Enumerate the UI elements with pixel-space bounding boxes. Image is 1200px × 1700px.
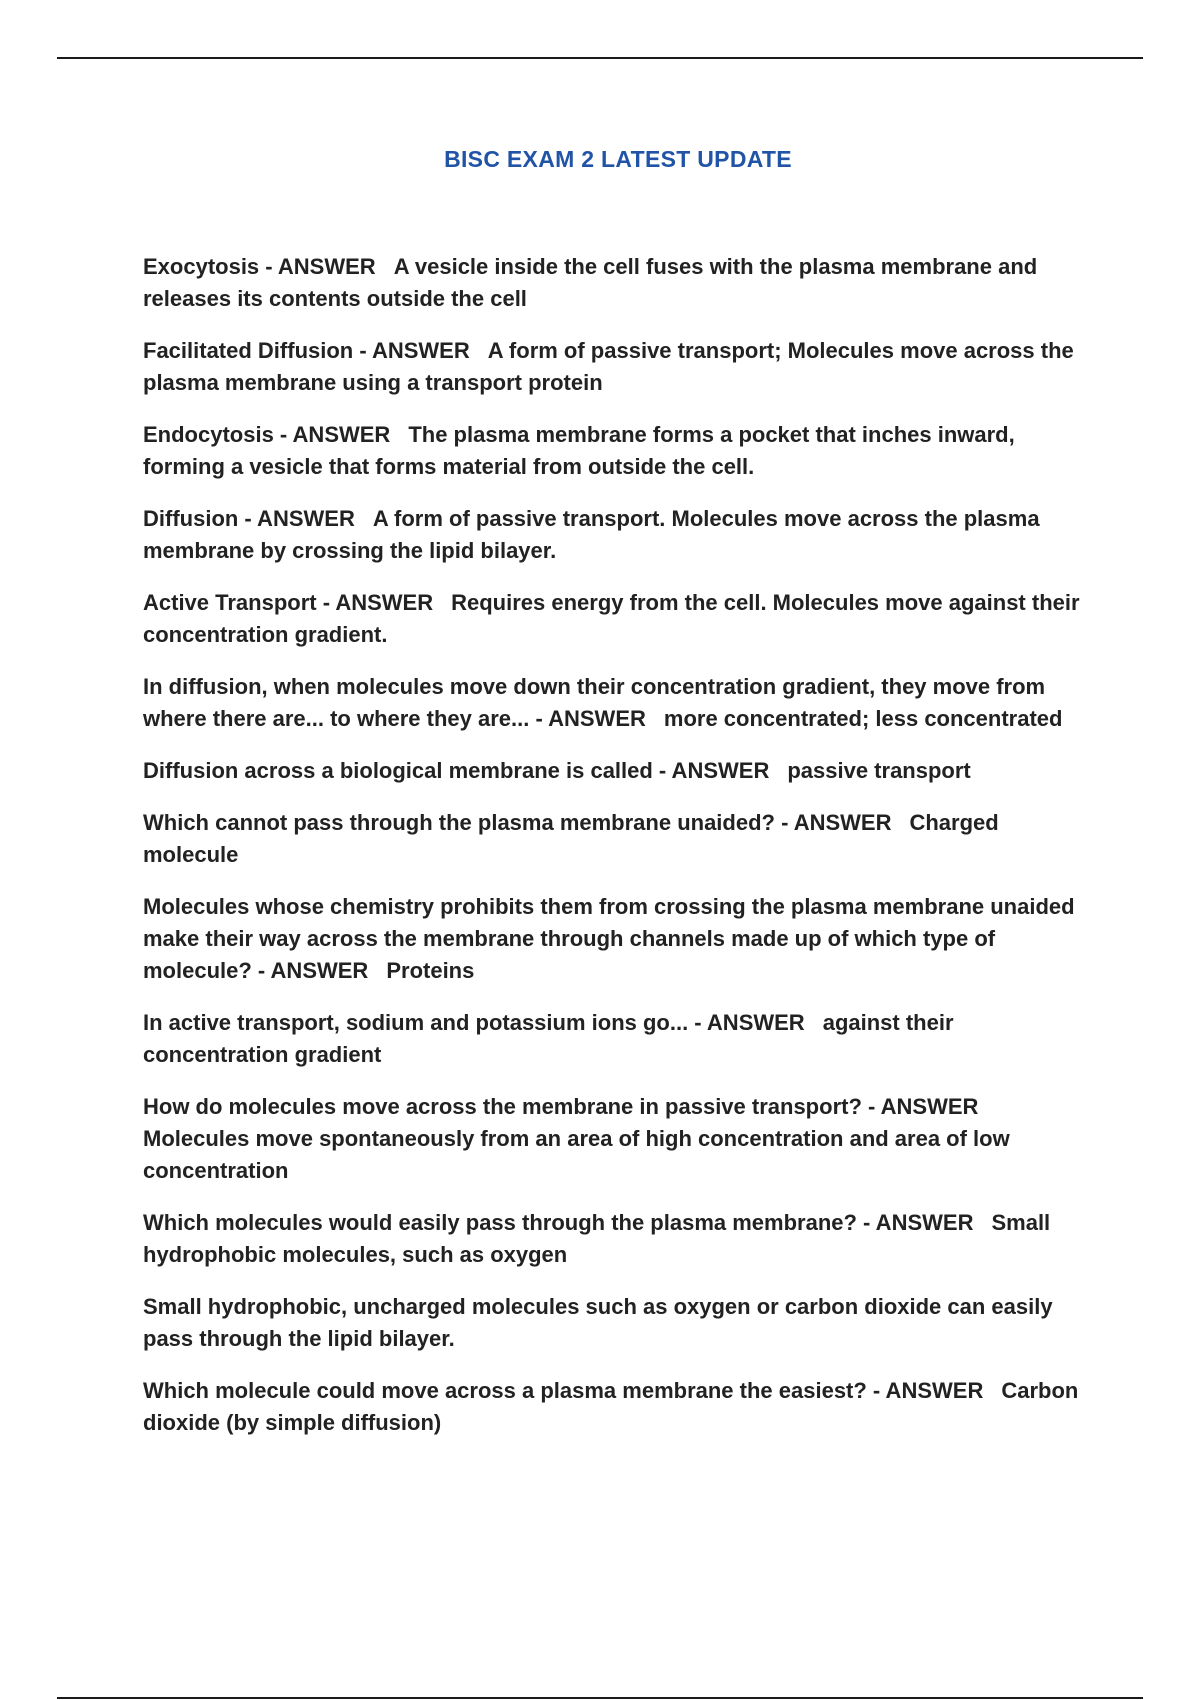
qa-item <box>143 671 1093 735</box>
answer-text: Charged molecule <box>143 810 999 867</box>
question-text: Which molecule could move across a plasma membrane the easiest? - ANSWER <box>143 1378 984 1403</box>
answer-text: Requires energy from the cell. Molecules move against their concentration gradient. <box>143 590 1080 647</box>
answer-text: A form of passive transport; Molecules move across the plasma membrane using a transport protein <box>143 338 1074 395</box>
top-rule <box>57 57 1143 59</box>
qa-list <box>143 251 1093 1459</box>
answer-text: against their concentration gradient <box>143 1010 954 1067</box>
qa-item <box>143 1091 1093 1187</box>
question-text: Diffusion across a biological membrane is called - ANSWER <box>143 758 770 783</box>
answer-text: passive transport <box>787 758 971 783</box>
question-text: Diffusion - ANSWER <box>143 506 355 531</box>
bottom-rule <box>57 1697 1143 1699</box>
qa-item <box>143 891 1093 987</box>
answer-text: A form of passive transport. Molecules move across the plasma membrane by crossing the lipid bilayer. <box>143 506 1040 563</box>
question-text: How do molecules move across the membrane in passive transport? - ANSWER <box>143 1094 979 1119</box>
question-text: Facilitated Diffusion - ANSWER <box>143 338 470 363</box>
question-text: Endocytosis - ANSWER <box>143 422 391 447</box>
qa-item <box>143 1291 1093 1355</box>
answer-text: Molecules move spontaneously from an area of high concentration and area of low concentration <box>143 1126 1010 1183</box>
qa-item <box>143 419 1093 483</box>
answer-text: Small hydrophobic molecules, such as oxygen <box>143 1210 1051 1267</box>
answer-text: The plasma membrane forms a pocket that inches inward, forming a vesicle that forms material from outside the cell. <box>143 422 1015 479</box>
qa-item <box>143 1007 1093 1071</box>
document-title: BISC EXAM 2 LATEST UPDATE <box>444 146 792 172</box>
question-text: Which cannot pass through the plasma membrane unaided? - ANSWER <box>143 810 892 835</box>
qa-item <box>143 1375 1093 1439</box>
qa-item <box>143 251 1093 315</box>
answer-text: Carbon dioxide (by simple diffusion) <box>143 1378 1079 1435</box>
question-text: Which molecules would easily pass through the plasma membrane? - ANSWER <box>143 1210 974 1235</box>
question-text: Exocytosis - ANSWER <box>143 254 376 279</box>
question-text: In active transport, sodium and potassium ions go... - ANSWER <box>143 1010 805 1035</box>
qa-item <box>143 1207 1093 1271</box>
qa-item <box>143 503 1093 567</box>
qa-item <box>143 335 1093 399</box>
question-text: In diffusion, when molecules move down their concentration gradient, they move from where there are... to where they are... - ANSWER <box>143 674 1046 731</box>
qa-item <box>143 755 1093 787</box>
answer-text: Proteins <box>386 958 475 983</box>
qa-item <box>143 807 1093 871</box>
answer-text: more concentrated; less concentrated <box>663 706 1063 731</box>
question-text: Small hydrophobic, uncharged molecules such as oxygen or carbon dioxide can easily pass through the lipid bilayer. <box>143 1294 1053 1351</box>
answer-text: A vesicle inside the cell fuses with the plasma membrane and releases its contents outside the cell <box>143 254 1038 311</box>
qa-item <box>143 587 1093 651</box>
question-text: Molecules whose chemistry prohibits them from crossing the plasma membrane unaided make their way across the membrane through channels made up of which type of molecule? - ANSWER <box>143 894 1075 983</box>
question-text: Active Transport - ANSWER <box>143 590 434 615</box>
